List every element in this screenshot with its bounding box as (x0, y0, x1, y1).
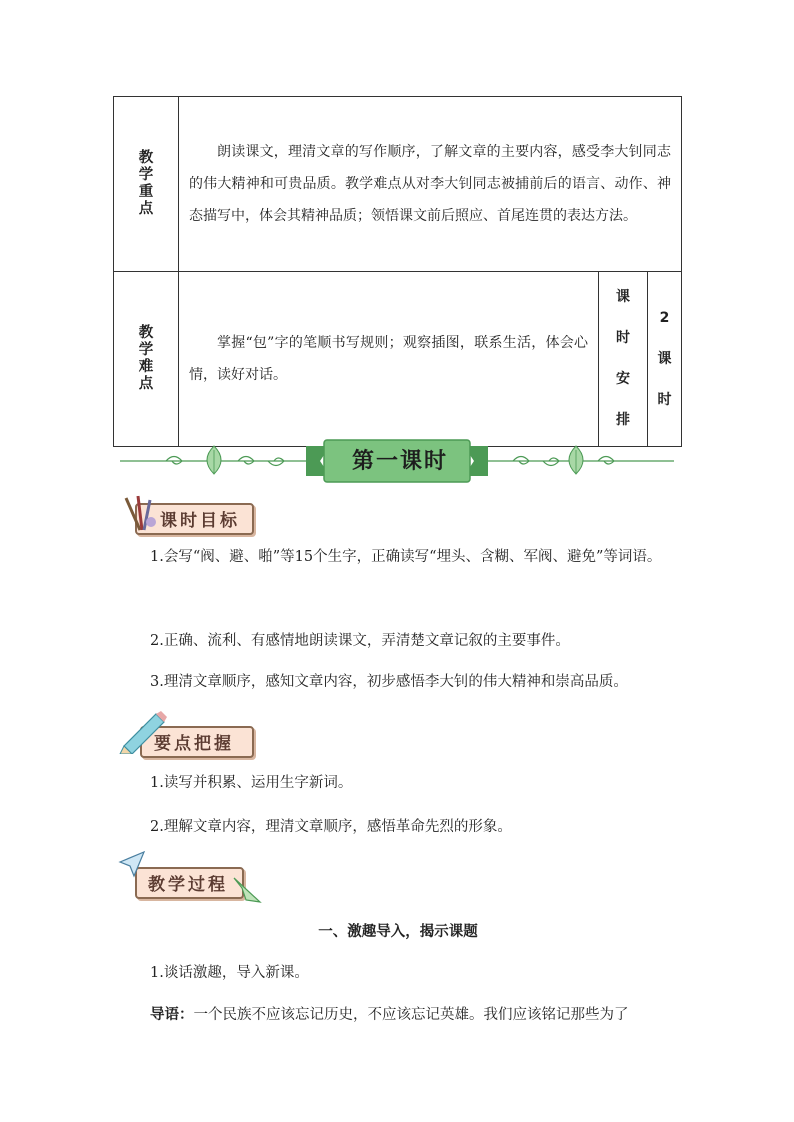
row-label-difficulties: 教学难点 (114, 272, 179, 447)
paper-plane-icon (118, 850, 146, 878)
paper-plane-green-icon (232, 874, 262, 904)
leaf-right-icon (569, 446, 583, 474)
goal-item-3: 3.理清文章顺序，感知文章内容，初步感悟李大钊的伟大精神和崇高品质。 (150, 674, 628, 690)
banner-title: 第一课时 (351, 448, 448, 474)
table-row (114, 272, 682, 447)
lead-text: 一个民族不应该忘记历史，不应该忘记英雄。我们应该铭记那些为了 (193, 1007, 629, 1023)
schedule-label: 课时安排 (599, 272, 648, 447)
brushes-icon (118, 492, 158, 536)
lesson-plan-table (113, 96, 682, 447)
keypoints-title: 要点把握 (154, 734, 234, 754)
process-heading: 一、激趣导入，揭示课题 (318, 924, 478, 940)
keypoint-item-2: 2.理解文章内容，理清文章顺序，感悟革命先烈的形象。 (150, 819, 512, 835)
leaf-left-icon (207, 446, 221, 474)
goal-item-2: 2.正确、流利、有感情地朗读课文，弄清楚文章记叙的主要事件。 (150, 633, 570, 649)
lead-label: 导语： (150, 1007, 194, 1023)
row-content-key-points: 朗读课文，理清文章的写作顺序，了解文章的主要内容，感受李大钊同志的伟大精神和可贵品质。教学难点从对李大钊同志被捕前后的语言、动作、神态描写中，体会其精神品质；领悟课文前后照应、首尾连贯的表达方法。 (179, 97, 682, 272)
row-label-key-points: 教学重点 (114, 97, 179, 272)
goal-item-1: 1.会写“阀、避、啪”等15个生字，正确读写“埋头、含糊、军阀、避免”等词语。 (150, 549, 662, 565)
process-title: 教学过程 (148, 875, 228, 895)
keypoint-item-1: 1.读写并积累、运用生字新词。 (150, 775, 353, 791)
process-step-1: 1.谈话激趣，导入新课。 (150, 965, 309, 981)
goals-title: 课时目标 (160, 511, 240, 531)
table-row (114, 97, 682, 272)
row-content-difficulties: 掌握“包”字的笔顺书写规则；观察插图，联系生活，体会心情，读好对话。 (179, 272, 599, 447)
lead-paragraph (118, 1004, 683, 1026)
schedule-value: 2课时 (648, 272, 682, 447)
